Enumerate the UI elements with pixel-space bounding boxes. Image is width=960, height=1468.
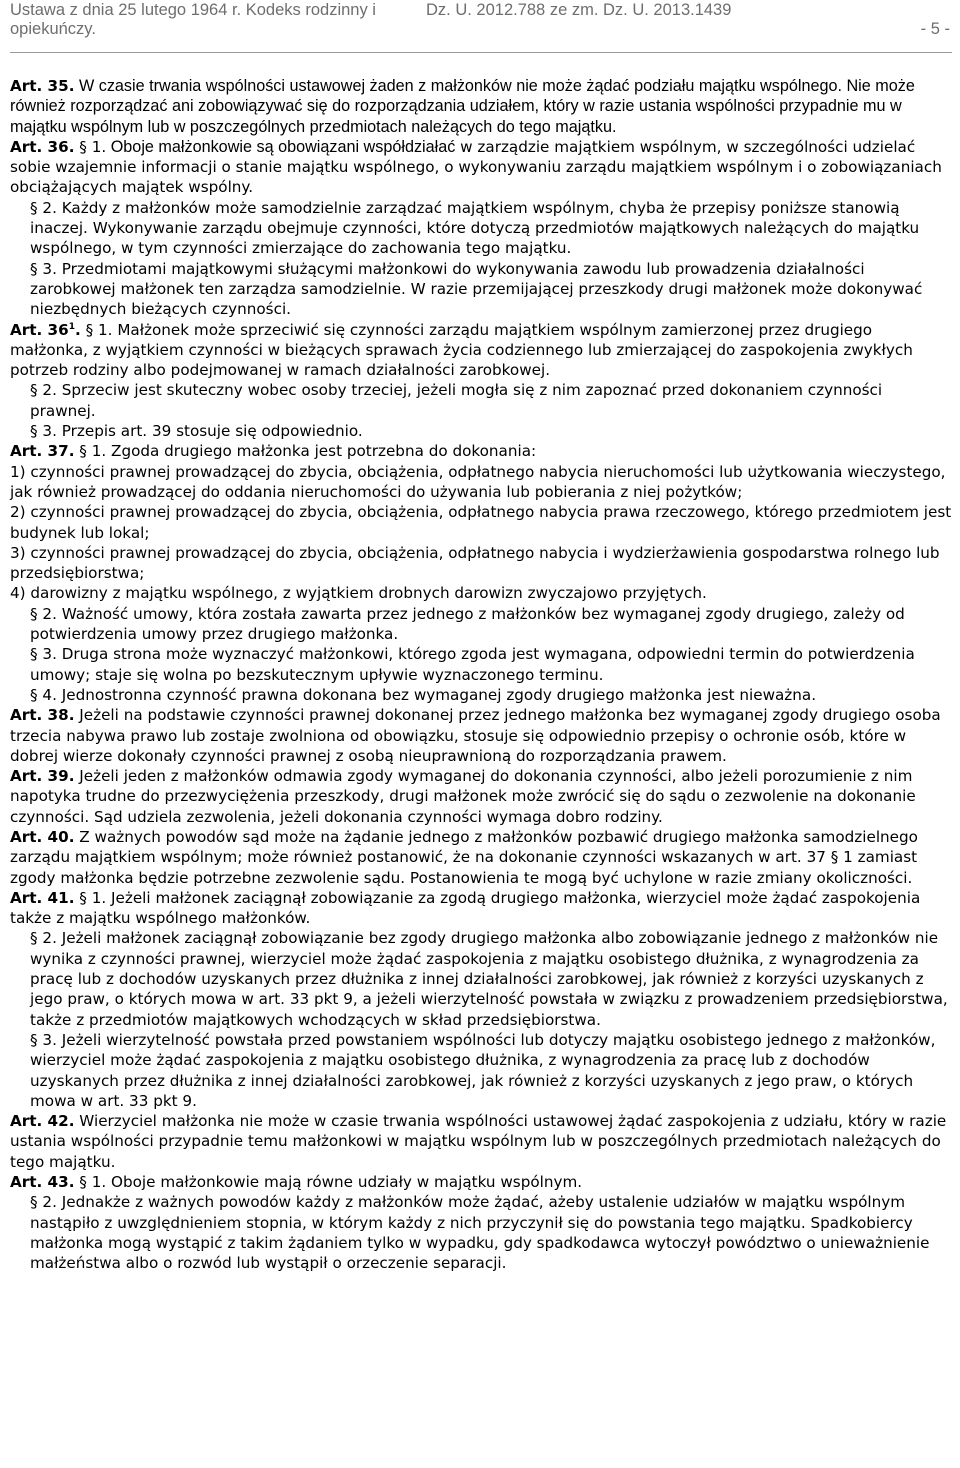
article-38 [10, 705, 952, 766]
article-label: Art. $36^1$. [10, 320, 81, 339]
article-text: § 1. Oboje małżonkowie mają równe udziały w majątku wspólnym. [74, 1173, 583, 1192]
article-43 [10, 1172, 952, 1192]
article-41 [10, 888, 952, 929]
article-text: W czasie trwania wspólności ustawowej żaden z małżonków nie może żądać podziału majątku wspólnego. [74, 77, 842, 95]
paragraph: § 2. Jednakże z ważnych powodów każdy z małżonków może żądać, ażeby ustalenie udziałów w majątku wspólnym nastąpiło z uwzględnieniem stopnia, w którym każdy z nich przyczynił się do powstania tego majątku. Spadkobiercy małżonka mogą wystąpić z takim żądaniem tylko w wypadku, gdy spadkodawca wytoczył powództwo o unieważnienie małżeństwa albo o rozwód lub wystąpił o orzeczenie separacji. [30, 1193, 930, 1273]
paragraph: § 4. Jednostronna czynność prawna dokonana bez wymaganej zgody drugiego małżonka jest nieważna. [30, 685, 817, 704]
article-text: Nie może również rozporządzać ani zobowiązywać się do rozporządzania udziałem, który w razie ustania wspólności przypadnie mu w majątku wspólnym lub w poszczególnych przedmiotach należących do tego majątku. [10, 77, 915, 136]
article-text: Jeżeli na podstawie czynności prawnej dokonanej przez jednego małżonka bez wymaganej zgody drugiego osoba trzecia nabywa prawo lub zostaje zwolniona od obowiązku, stosuje się odpowiednio przepisy o ochronie osób, które w dobrej wierze dokonały czynności prawnej z osobą nieuprawnioną do rozporządzania prawem. [10, 706, 941, 765]
page-header [10, 0, 952, 53]
article-label: Art. 40. [10, 827, 75, 846]
page-number: - 5 - [920, 20, 950, 38]
article-label: Art. 43. [10, 1173, 75, 1192]
paragraph: § 2. Każdy z małżonków może samodzielnie zarządzać majątkiem wspólnym, chyba że przepisy poniższe stanowią inaczej. Wykonywanie zarządu obejmuje czynności, które dotyczą przedmiotów majątkowych należących do majątku wspólnego, w tym czynności zmierzające do zachowania tego majątku. [30, 198, 920, 258]
paragraph: § 2. Jeżeli małżonek zaciągnął zobowiązanie bez zgody drugiego małżonka albo zobowiązanie jednego z małżonków nie wynika z czynności prawnej, wierzyciel może żądać zaspokojenia z majątku osobistego dłużnika, z wynagrodzenia za pracę lub z dochodów uzyskanych przez dłużnika z innej działalności zarobkowej, jak również z korzyści uzyskanych z jego praw, o których mowa w art. 33 pkt 9, a jeżeli wierzytelność powstała w związku z prowadzeniem przedsiębiorstwa, także z przedmiotów majątkowych wchodzących w skład przedsiębiorstwa. [30, 929, 948, 1029]
list-item: 4) darowizny z majątku wspólnego, z wyjątkiem drobnych darowizn zwyczajowo przyjętych. [10, 584, 707, 603]
article-text: Z ważnych powodów sąd może na żądanie jednego z małżonków pozbawić drugiego małżonka samodzielnego zarządu majątkiem wspólnym; może również postanowić, że na dokonanie czynności wskazanych w art. 37 § 1 zamiast zgody małżonka będzie potrzebne zezwolenie sądu. Postanowienia te mogą być uchylone w razie zmiany okoliczności. [10, 827, 918, 887]
article-36-1 [10, 320, 952, 381]
article-label: Art. 35. [10, 77, 75, 95]
journal-reference: Dz. U. 2012.788 ze zm. Dz. U. 2013.1439 [426, 1, 732, 19]
article-35 [10, 76, 952, 137]
article-text: § 1. Zgoda drugiego małżonka jest potrzebna do dokonania: [74, 442, 537, 461]
article-label: Art. 39. [10, 767, 75, 786]
article-42 [10, 1111, 952, 1172]
article-39 [10, 766, 952, 827]
list-item: 3) czynności prawnej prowadzącej do zbycia, obciążenia, odpłatnego nabycia i wydzierżawienia gospodarstwa rolnego lub przedsiębiorstwa; [10, 543, 940, 583]
article-text: Oboje małżonkowie są obowiązani współdziałać [106, 137, 456, 156]
paragraph: § 3. Przepis art. 39 stosuje się odpowiednio. [30, 422, 363, 441]
article-label: Art. 42. [10, 1112, 75, 1131]
paragraph: § 2. Ważność umowy, która została zawarta przez jednego z małżonków bez wymaganej zgody drugiego, zależy od potwierdzenia umowy przez drugiego małżonka. [30, 604, 905, 644]
article-40 [10, 827, 952, 888]
article-37 [10, 441, 952, 461]
article-label: Art. 36. [10, 137, 75, 156]
paragraph: § 2. Sprzeciw jest skuteczny wobec osoby trzeciej, jeżeli mogła się z nim zapoznać przed dokonaniem czynności prawnej. [30, 381, 883, 420]
article-text: Wierzyciel małżonka nie może w czasie trwania wspólności ustawowej żądać zaspokojenia z udziału, który w razie ustania wspólności przypadnie temu małżonkowi w majątku wspólnym lub w poszczególnych przedmiotach należących do tego majątku. [10, 1112, 947, 1171]
article-text: § 1. Małżonek może sprzeciwić się czynności zarządu majątkiem wspólnym zamierzonej przez drugiego małżonka, z wyjątkiem czynności w bieżących sprawach życia codziennego lub zmierzającej do zaspokojenia zwykłych potrzeb rodziny albo podejmowanej w ramach działalności zarobkowej. [10, 320, 913, 380]
article-text: w zarządzie majątkiem wspólnym, w szczególności udzielać sobie wzajemnie informacji o stanie majątku wspólnego, o wykonywaniu zarządu majątkiem wspólnym i o zobowiązaniach obciążających majątek wspólny. [10, 137, 942, 197]
paragraph: § 3. Jeżeli wierzytelność powstała przed powstaniem wspólności lub dotyczy majątku osobistego jednego z małżonków, wierzyciel może żądać zaspokojenia z majątku osobistego dłużnika, z wynagrodzenia za pracę lub z dochodów uzyskanych przez dłużnika z innej działalności zarobkowej, jak również z korzyści uzyskanych z jego praw, o których mowa w art. 33 pkt 9. [30, 1030, 936, 1110]
article-label: Art. 37. [10, 442, 75, 461]
article-36 [10, 137, 952, 198]
paragraph-number: § 1. [74, 137, 107, 156]
list-item: 2) czynności prawnej prowadzącej do zbycia, obciążenia, odpłatnego nabycia prawa rzeczowego, którego przedmiotem jest budynek lub lokal; [10, 503, 952, 542]
paragraph: § 3. Przedmiotami majątkowymi służącymi małżonkowi do wykonywania zawodu lub prowadzenia działalności zarobkowej małżonek ten zarządza samodzielnie. W razie przemijającej przeszkody drugi małżonek może dokonywać niezbędnych bieżących czynności. [30, 259, 923, 319]
paragraph: § 3. Druga strona może wyznaczyć małżonkowi, którego zgoda jest wymagana, odpowiedni termin do potwierdzenia umowy; staje się wolna po bezskutecznym upływie wyznaczonego terminu. [30, 645, 915, 684]
article-label: Art. 41. [10, 888, 75, 907]
article-text: Jeżeli jeden z małżonków odmawia zgody wymaganej do dokonania czynności, albo jeżeli porozumienie z nim napotyka trudne do przezwyciężenia przeszkody, drugi małżonek może zwrócić się do sądu o zezwolenie na dokonanie czynności. Sąd udziela zezwolenia, jeżeli dokonania czynności wymaga dobro rodziny. [10, 767, 916, 826]
act-title: Ustawa z dnia 25 lutego 1964 r. Kodeks rodzinny i opiekuńczy. [10, 1, 376, 38]
list-item: 1) czynności prawnej prowadzącej do zbycia, obciążenia, odpłatnego nabycia nieruchomości lub użytkowania wieczystego, jak również prowadzącej do oddania nieruchomości do używania lub pobierania z niej pożytków; [10, 462, 946, 501]
superscript: 1 [68, 321, 75, 332]
article-text: § 1. Jeżeli małżonek zaciągnął zobowiązanie za zgodą drugiego małżonka, wierzyciel może żądać zaspokojenia także z majątku wspólnego małżonków. [10, 888, 921, 928]
article-label: Art. 38. [10, 706, 75, 725]
document-body [10, 76, 952, 1274]
